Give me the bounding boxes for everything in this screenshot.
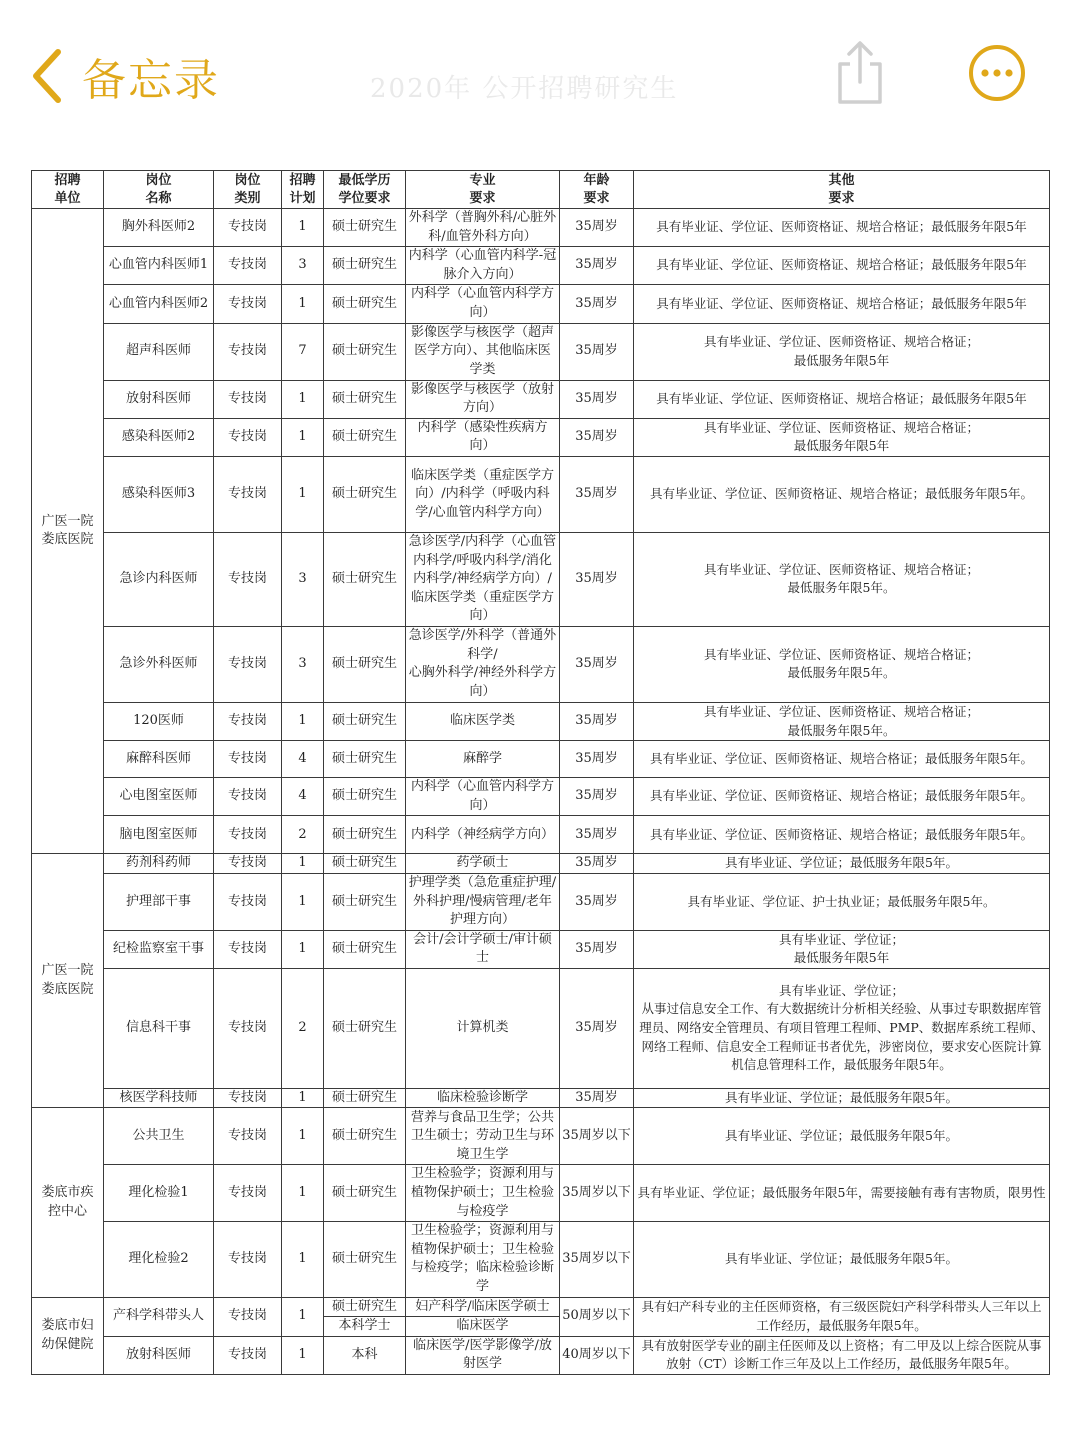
recruit-plan: 1 [282,873,324,930]
other-requirement: 具有放射医学专业的副主任医师及以上资格；有二甲及以上综合医院从事放射（CT）诊断工作三年及以上工作经历，最低服务年限5年。 [634,1336,1050,1374]
recruiting-unit: 广医一院 娄底医院 [32,209,104,854]
post-name: 信息科干事 [104,968,214,1088]
post-category: 专技岗 [214,532,282,626]
header-major: 专业 要求 [406,171,560,209]
age-requirement: 35周岁 [560,247,634,285]
post-category: 专技岗 [214,741,282,778]
age-requirement: 35周岁 [560,209,634,247]
degree-requirement: 硕士研究生 [324,1165,406,1222]
table-row [32,380,1050,418]
post-category: 专技岗 [214,702,282,740]
degree-requirement: 硕士研究生 [324,968,406,1088]
post-category: 专技岗 [214,1108,282,1165]
age-requirement: 40周岁以下 [560,1336,634,1374]
table-row [32,1108,1050,1165]
major-requirement: 内科学（神经病学方向） [406,816,560,854]
major-requirement: 临床医学 [406,1317,560,1337]
post-name: 感染科医师2 [104,418,214,456]
table-row [32,532,1050,626]
age-requirement: 35周岁 [560,854,634,874]
table-row [32,285,1050,323]
degree-requirement: 硕士研究生 [324,1222,406,1297]
share-icon [832,40,888,106]
post-name: 心血管内科医师1 [104,247,214,285]
post-category: 专技岗 [214,968,282,1088]
degree-requirement: 硕士研究生 [324,1297,406,1317]
post-name: 急诊外科医师 [104,626,214,702]
table-row [32,778,1050,816]
age-requirement: 35周岁以下 [560,1222,634,1297]
degree-requirement: 硕士研究生 [324,209,406,247]
table-row [32,418,1050,456]
back-label: 备忘录 [82,55,220,106]
post-name: 120医师 [104,702,214,740]
post-name: 公共卫生 [104,1108,214,1165]
degree-requirement: 硕士研究生 [324,456,406,532]
recruit-plan: 3 [282,247,324,285]
other-requirement: 具有毕业证、学位证、护士执业证；最低服务年限5年。 [634,873,1050,930]
degree-requirement: 硕士研究生 [324,626,406,702]
major-requirement: 内科学（感染性疾病方向） [406,418,560,456]
degree-requirement: 硕士研究生 [324,854,406,874]
recruit-plan: 1 [282,1222,324,1297]
more-icon [968,44,1026,102]
major-requirement: 影像医学与核医学（超声医学方向）、其他临床医学类 [406,323,560,380]
major-requirement: 急诊医学/内科学（心血管内科学/呼吸内科学/消化内科学/神经病学方向）/临床医学类（重症医学方向） [406,532,560,626]
post-name: 超声科医师 [104,323,214,380]
major-requirement: 卫生检验学；资源利用与植物保护硕士；卫生检验与检疫学 [406,1165,560,1222]
other-requirement: 具有毕业证、学位证、医师资格证、规培合格证；最低服务年限5年。 [634,741,1050,778]
post-category: 专技岗 [214,209,282,247]
degree-requirement: 硕士研究生 [324,702,406,740]
other-requirement: 具有毕业证、学位证、医师资格证、规培合格证；最低服务年限5年 [634,380,1050,418]
header-other: 其他 要求 [634,171,1050,209]
recruiting-unit: 娄底市疾 控中心 [32,1108,104,1297]
other-requirement: 具有毕业证、学位证、医师资格证、规培合格证；最低服务年限5年。 [634,456,1050,532]
post-category: 专技岗 [214,1222,282,1297]
back-button[interactable] [30,44,220,108]
post-name: 感染科医师3 [104,456,214,532]
age-requirement: 35周岁 [560,456,634,532]
age-requirement: 35周岁 [560,778,634,816]
table-row [32,816,1050,854]
post-category: 专技岗 [214,1088,282,1108]
table-row [32,968,1050,1088]
other-requirement: 具有毕业证、学位证、医师资格证、规培合格证；最低服务年限5年 [634,247,1050,285]
major-requirement: 临床医学/医学影像学/放射医学 [406,1336,560,1374]
header-unit: 招聘 单位 [32,171,104,209]
post-name: 放射科医师 [104,1336,214,1374]
major-requirement: 护理学类（急危重症护理/外科护理/慢病管理/老年护理方向） [406,873,560,930]
age-requirement: 35周岁 [560,1088,634,1108]
table-row [32,873,1050,930]
recruit-plan: 1 [282,209,324,247]
other-requirement: 具有妇产科专业的主任医师资格，有三级医院妇产科学科带头人三年以上工作经历，最低服务年限5年。 [634,1297,1050,1336]
post-name: 产科学科带头人 [104,1297,214,1336]
table-row [32,854,1050,874]
major-requirement: 内科学（心血管内科学-冠脉介入方向） [406,247,560,285]
post-name: 药剂科药师 [104,854,214,874]
recruit-plan: 7 [282,323,324,380]
table-row [32,247,1050,285]
post-name: 核医学科技师 [104,1088,214,1108]
post-category: 专技岗 [214,930,282,968]
major-requirement: 药学硕士 [406,854,560,874]
post-category: 专技岗 [214,873,282,930]
major-requirement: 急诊医学/外科学（普通外科学/ 心胸外科学/神经外科学方向） [406,626,560,702]
post-name: 理化检验2 [104,1222,214,1297]
major-requirement: 临床医学类 [406,702,560,740]
recruit-plan: 1 [282,1108,324,1165]
post-category: 专技岗 [214,418,282,456]
age-requirement: 35周岁 [560,418,634,456]
degree-requirement: 硕士研究生 [324,873,406,930]
age-requirement: 35周岁 [560,873,634,930]
recruit-plan: 1 [282,456,324,532]
other-requirement: 具有毕业证、学位证、医师资格证、规培合格证；最低服务年限5年。 [634,816,1050,854]
other-requirement: 具有毕业证、学位证； 最低服务年限5年 [634,930,1050,968]
post-category: 专技岗 [214,626,282,702]
recruit-plan: 1 [282,1088,324,1108]
age-requirement: 35周岁 [560,968,634,1088]
recruiting-unit: 广医一院 娄底医院 [32,854,104,1108]
recruit-plan: 2 [282,816,324,854]
recruit-plan: 1 [282,285,324,323]
age-requirement: 50周岁以下 [560,1297,634,1336]
post-name: 放射科医师 [104,380,214,418]
age-requirement: 35周岁以下 [560,1108,634,1165]
major-requirement: 计算机类 [406,968,560,1088]
degree-requirement: 本科学士 [324,1317,406,1337]
table-row [32,1088,1050,1108]
table-row [32,626,1050,702]
post-category: 专技岗 [214,854,282,874]
degree-requirement: 硕士研究生 [324,930,406,968]
post-category: 专技岗 [214,816,282,854]
table-row [32,702,1050,740]
degree-requirement: 硕士研究生 [324,418,406,456]
age-requirement: 35周岁以下 [560,1165,634,1222]
other-requirement: 具有毕业证、学位证； 从事过信息安全工作、有大数据统计分析相关经验、从事过专职数据库管理员、网络安全管理员、有项目管理工程师、PMP、数据库系统工程师、网络工程师、信息安全工程师证书者优先，涉密岗位，要求安心医院计算机信息管理科工作，最低服务年限5年。 [634,968,1050,1088]
recruit-plan: 1 [282,854,324,874]
recruiting-unit: 娄底市妇 幼保健院 [32,1297,104,1374]
post-category: 专技岗 [214,285,282,323]
degree-requirement: 硕士研究生 [324,816,406,854]
other-requirement: 具有毕业证、学位证、医师资格证、规培合格证； 最低服务年限5年。 [634,702,1050,740]
recruit-plan: 4 [282,778,324,816]
major-requirement: 临床检验诊断学 [406,1088,560,1108]
post-category: 专技岗 [214,247,282,285]
recruit-plan: 1 [282,1336,324,1374]
post-category: 专技岗 [214,1165,282,1222]
age-requirement: 35周岁 [560,323,634,380]
major-requirement: 外科学（普胸外科/心脏外科/血管外科方向） [406,209,560,247]
major-requirement: 麻醉学 [406,741,560,778]
major-requirement: 临床医学类（重症医学方向）/内科学（呼吸内科学/心血管内科学方向） [406,456,560,532]
other-requirement: 具有毕业证、学位证、医师资格证、规培合格证； 最低服务年限5年 [634,418,1050,456]
age-requirement: 35周岁 [560,380,634,418]
recruit-plan: 1 [282,930,324,968]
major-requirement: 会计/会计学硕士/审计硕士 [406,930,560,968]
share-button[interactable] [832,40,888,110]
recruit-plan: 1 [282,380,324,418]
degree-requirement: 硕士研究生 [324,323,406,380]
recruit-plan: 1 [282,702,324,740]
table-row [32,323,1050,380]
table-row [32,1222,1050,1297]
post-name: 心血管内科医师2 [104,285,214,323]
post-category: 专技岗 [214,1336,282,1374]
post-name: 胸外科医师2 [104,209,214,247]
recruit-plan: 1 [282,1165,324,1222]
recruit-plan: 4 [282,741,324,778]
degree-requirement: 硕士研究生 [324,247,406,285]
degree-requirement: 硕士研究生 [324,1108,406,1165]
header-category: 岗位 类别 [214,171,282,209]
table-row [32,456,1050,532]
degree-requirement: 硕士研究生 [324,1088,406,1108]
post-category: 专技岗 [214,456,282,532]
header-post: 岗位 名称 [104,171,214,209]
post-name: 心电图室医师 [104,778,214,816]
other-requirement: 具有毕业证、学位证；最低服务年限5年。 [634,1108,1050,1165]
post-name: 理化检验1 [104,1165,214,1222]
other-requirement: 具有毕业证、学位证；最低服务年限5年。 [634,854,1050,874]
header-plan: 招聘 计划 [282,171,324,209]
post-name: 脑电图室医师 [104,816,214,854]
major-requirement: 内科学（心血管内科学方向） [406,285,560,323]
table-row [32,741,1050,778]
recruitment-table [31,170,1050,1375]
other-requirement: 具有毕业证、学位证、医师资格证、规培合格证； 最低服务年限5年。 [634,626,1050,702]
post-category: 专技岗 [214,778,282,816]
age-requirement: 35周岁 [560,816,634,854]
header-age: 年龄 要求 [560,171,634,209]
other-requirement: 具有毕业证、学位证；最低服务年限5年。 [634,1088,1050,1108]
post-category: 专技岗 [214,1297,282,1336]
recruit-plan: 3 [282,532,324,626]
other-requirement: 具有毕业证、学位证、医师资格证、规培合格证； 最低服务年限5年 [634,323,1050,380]
degree-requirement: 硕士研究生 [324,380,406,418]
major-requirement: 妇产科学/临床医学硕士 [406,1297,560,1317]
major-requirement: 影像医学与核医学（放射方向） [406,380,560,418]
recruit-plan: 2 [282,968,324,1088]
table-row [32,1165,1050,1222]
more-button[interactable] [968,44,1026,106]
recruit-plan: 3 [282,626,324,702]
chevron-left-icon [30,48,64,104]
table-header-row [32,171,1050,209]
major-requirement: 卫生检验学；资源利用与植物保护硕士；卫生检验与检疫学；临床检验诊断学 [406,1222,560,1297]
age-requirement: 35周岁 [560,285,634,323]
faded-document-title: 2020年 公开招聘研究生 [370,74,679,104]
top-nav-bar [0,0,1080,150]
age-requirement: 35周岁 [560,702,634,740]
post-name: 麻醉科医师 [104,741,214,778]
degree-requirement: 本科 [324,1336,406,1374]
table-row [32,930,1050,968]
other-requirement: 具有毕业证、学位证；最低服务年限5年，需要接触有毒有害物质，限男性 [634,1165,1050,1222]
other-requirement: 具有毕业证、学位证、医师资格证、规培合格证； 最低服务年限5年。 [634,532,1050,626]
other-requirement: 具有毕业证、学位证、医师资格证、规培合格证；最低服务年限5年 [634,285,1050,323]
other-requirement: 具有毕业证、学位证、医师资格证、规培合格证；最低服务年限5年 [634,209,1050,247]
other-requirement: 具有毕业证、学位证、医师资格证、规培合格证；最低服务年限5年。 [634,778,1050,816]
table-row [32,1297,1050,1317]
age-requirement: 35周岁 [560,532,634,626]
degree-requirement: 硕士研究生 [324,778,406,816]
table-row [32,1336,1050,1374]
post-name: 纪检监察室干事 [104,930,214,968]
recruit-plan: 1 [282,418,324,456]
other-requirement: 具有毕业证、学位证；最低服务年限5年。 [634,1222,1050,1297]
post-name: 护理部干事 [104,873,214,930]
major-requirement: 内科学（心血管内科学方向） [406,778,560,816]
degree-requirement: 硕士研究生 [324,285,406,323]
recruit-plan: 1 [282,1297,324,1336]
age-requirement: 35周岁 [560,626,634,702]
post-category: 专技岗 [214,323,282,380]
post-name: 急诊内科医师 [104,532,214,626]
table-row [32,209,1050,247]
age-requirement: 35周岁 [560,741,634,778]
degree-requirement: 硕士研究生 [324,532,406,626]
header-degree: 最低学历 学位要求 [324,171,406,209]
post-category: 专技岗 [214,380,282,418]
major-requirement: 营养与食品卫生学；公共卫生硕士；劳动卫生与环境卫生学 [406,1108,560,1165]
degree-requirement: 硕士研究生 [324,741,406,778]
age-requirement: 35周岁 [560,930,634,968]
